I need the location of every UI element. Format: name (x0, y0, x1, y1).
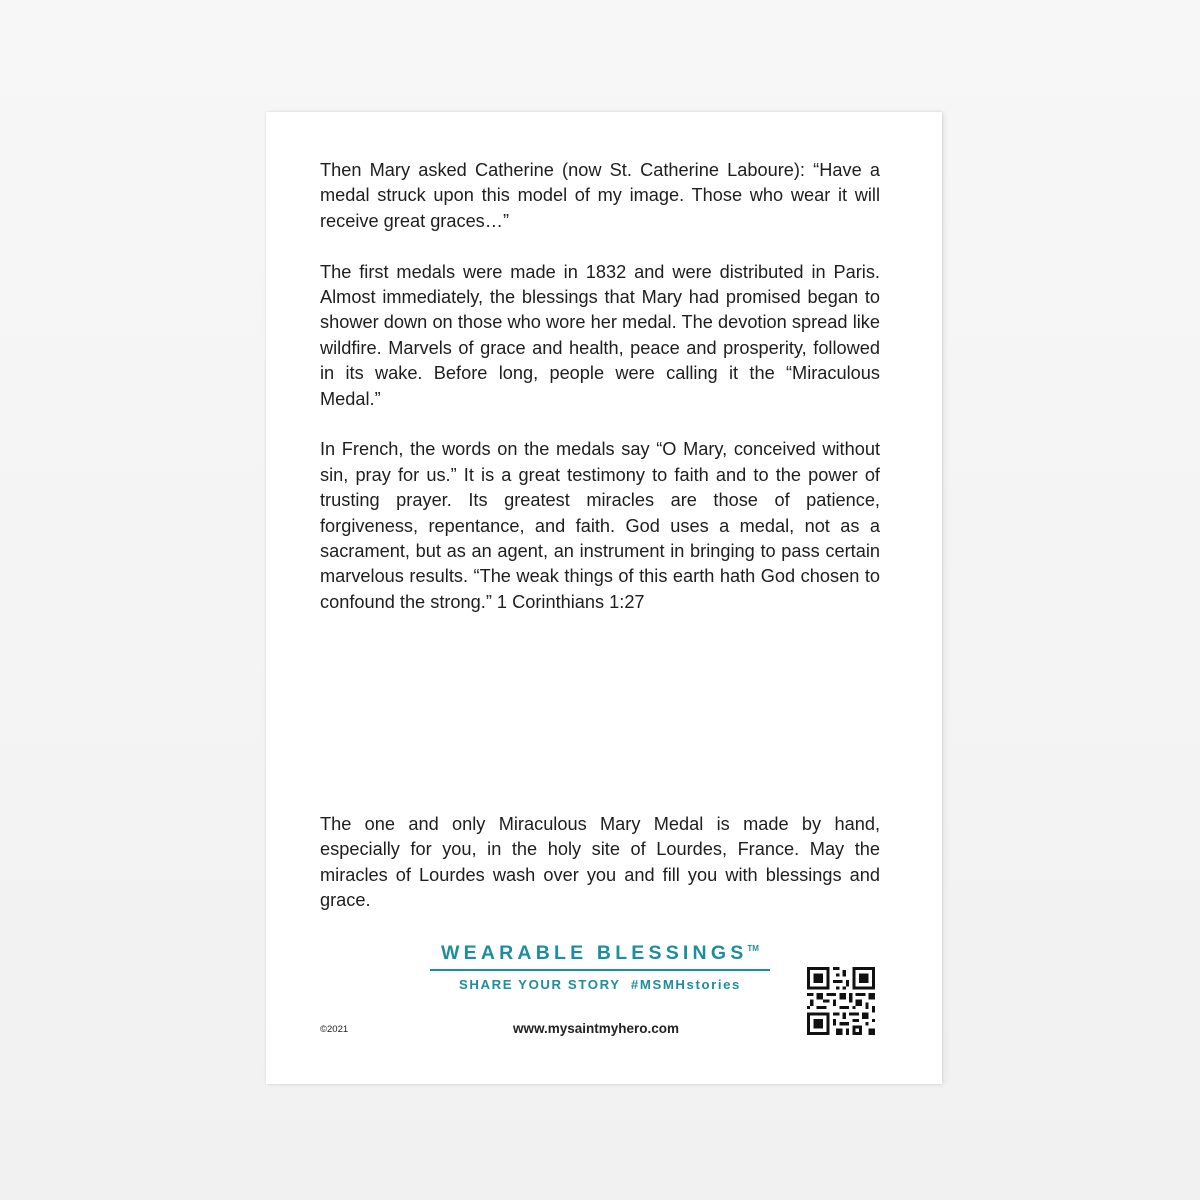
brand-tagline: SHARE YOUR STORY #MSMHstories (458, 977, 741, 992)
prayer-card (266, 112, 942, 1084)
copyright-notice: ©2021 (320, 1024, 349, 1035)
qr-code-icon (806, 967, 876, 1035)
closing-text (320, 812, 880, 914)
paragraph-history: The first medals were made in 1832 and were distributed in Paris. Almost immediately, the blessings that Mary had promised began to shower down on those who wore her medal. The devotion spread like wildfire. Marvels of grace and health, peace and prosperity, followed in its wake. Before long, people were calling it the “Miraculous Medal.” (320, 261, 880, 409)
paragraph-meaning: In French, the words on the medals say “O Mary, conceived without sin, pray for us.” It is a great testimony to faith and to the power of trusting prayer. Its greatest miracles are those of patience, forgiveness, repentance, and faith. God uses a medal, not as a sacrament, but as an agent, an instrument in bringing to pass certain marvelous results. “The weak things of this earth hath God chosen to confound the strong.” 1 Corinthians 1:27 (320, 439, 880, 612)
story-text (320, 158, 880, 615)
paragraph-lourdes: The one and only Miraculous Mary Medal is made by hand, especially for you, in the holy site of Lourdes, France. May the miracles of Lourdes wash over you and fill you with blessings and grace. (320, 814, 880, 911)
brand-block (430, 942, 770, 992)
trademark-mark: TM (747, 944, 759, 953)
website-url: www.mysaintmyhero.com (513, 1021, 680, 1036)
brand-title: WEARABLE BLESSINGS™ (430, 942, 770, 971)
paragraph-apparition: Then Mary asked Catherine (now St. Catherine Laboure): “Have a medal struck upon this model of my image. Those who wear it will receive great graces…” (320, 160, 880, 231)
